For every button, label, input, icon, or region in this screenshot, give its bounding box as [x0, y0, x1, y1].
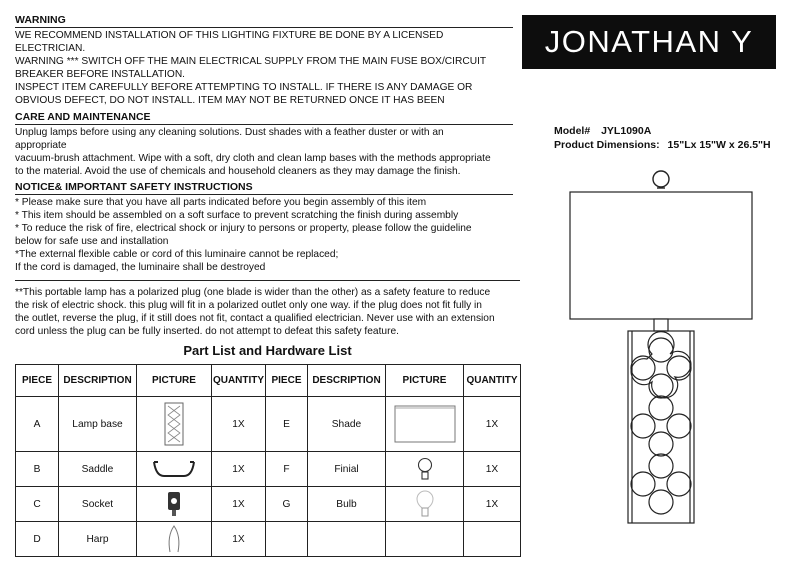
care-line: appropriate	[15, 140, 67, 152]
lamp-illustration	[562, 168, 782, 528]
piece-cell: E	[266, 397, 308, 452]
harp-icon	[166, 524, 182, 554]
table-row	[16, 397, 521, 452]
safety-line: If the cord is damaged, the luminaire shall be destroyed	[15, 262, 266, 274]
description-cell: Lamp base	[59, 397, 137, 452]
lamp-base-icon	[164, 402, 184, 446]
quantity-cell: 1X	[464, 452, 521, 487]
warning-line: ELECTRICIAN.	[15, 43, 86, 55]
header-picture: PICTURE	[386, 365, 464, 397]
product-dimensions	[554, 139, 771, 151]
finial-icon	[417, 457, 433, 481]
picture-cell	[137, 522, 212, 557]
lamp-base-drawing	[628, 331, 694, 523]
quantity-cell	[464, 522, 521, 557]
piece-cell: F	[266, 452, 308, 487]
piece-cell: G	[266, 487, 308, 522]
table-row	[16, 522, 521, 557]
description-cell: Socket	[59, 487, 137, 522]
picture-cell	[137, 452, 212, 487]
warning-line: OBVIOUS DEFECT, DO NOT INSTALL. ITEM MAY NOT BE RETURNED ONCE IT HAS BEEN	[15, 95, 445, 107]
safety-line: * This item should be assembled on a soft surface to prevent scratching the finish during assembly	[15, 210, 459, 222]
care-line: Unplug lamps before using any cleaning solutions. Dust shades with a feather duster or with an	[15, 127, 444, 138]
header-quantity: QUANTITY	[212, 365, 266, 397]
plug-notice	[15, 286, 515, 338]
picture-cell	[386, 487, 464, 522]
header-piece: PIECE	[16, 365, 59, 397]
dims-label: Product Dimensions:	[554, 139, 660, 151]
quantity-cell: 1X	[212, 522, 266, 557]
description-cell: Finial	[308, 452, 386, 487]
quantity-cell: 1X	[212, 397, 266, 452]
plug-line: the outlet, reverse the plug, if it still does not fit, contact a qualified electrician. Never use with an extension	[15, 313, 495, 325]
header-quantity: QUANTITY	[464, 365, 521, 397]
safety-line: below for safe use and installation	[15, 236, 169, 248]
brand-logo: JONATHAN Y	[522, 15, 776, 69]
safety-line: *The external flexible cable or cord of this luminaire cannot be replaced;	[15, 249, 339, 261]
bulb-icon	[415, 489, 435, 519]
piece-cell: D	[16, 522, 59, 557]
care-heading: CARE AND MAINTENANCE	[15, 111, 513, 125]
picture-cell	[386, 452, 464, 487]
description-cell: Harp	[59, 522, 137, 557]
piece-cell	[266, 522, 308, 557]
description-cell: Saddle	[59, 452, 137, 487]
model-number	[554, 125, 651, 137]
section-divider	[15, 280, 520, 281]
warning-text	[15, 29, 515, 108]
quantity-cell: 1X	[212, 452, 266, 487]
description-cell: Shade	[308, 397, 386, 452]
quantity-cell: 1X	[464, 397, 521, 452]
dims-value: 15"Lx 15"W x 26.5"H	[667, 139, 771, 151]
header-description: DESCRIPTION	[59, 365, 137, 397]
safety-line: * To reduce the risk of fire, electrical shock or injury to persons or property, please follow the guideline	[15, 223, 472, 235]
saddle-icon	[152, 458, 196, 480]
parts-table	[15, 364, 521, 557]
plug-line: the risk of electric shock. this plug will fit in a polarized outlet only one way. if the plug does not fit fully in	[15, 300, 482, 312]
warning-line: INSPECT ITEM CAREFULLY BEFORE ATTEMPTING TO INSTALL. IF THERE IS ANY DAMAGE OR	[15, 82, 473, 94]
picture-cell	[137, 397, 212, 452]
plug-line: cord unless the plug can be fully inserted. do not attempt to defeat this safety feature.	[15, 326, 399, 338]
piece-cell: B	[16, 452, 59, 487]
model-label: Model#	[554, 125, 591, 137]
warning-line: WARNING *** SWITCH OFF THE MAIN ELECTRICAL SUPPLY FROM THE MAIN FUSE BOX/CIRCUIT	[15, 56, 487, 68]
safety-line: * Please make sure that you have all parts indicated before you begin assembly of this item	[15, 197, 427, 208]
quantity-cell: 1X	[464, 487, 521, 522]
header-piece: PIECE	[266, 365, 308, 397]
shade-icon	[394, 404, 456, 444]
safety-heading: NOTICE& IMPORTANT SAFETY INSTRUCTIONS	[15, 181, 513, 195]
finial-drawing	[653, 171, 669, 187]
plug-line: **This portable lamp has a polarized plug (one blade is wider than the other) as a safety feature to reduce	[15, 287, 491, 298]
warning-heading: WARNING	[15, 14, 513, 28]
picture-cell	[386, 397, 464, 452]
model-value: JYL1090A	[601, 125, 652, 137]
quantity-cell: 1X	[212, 487, 266, 522]
picture-cell	[137, 487, 212, 522]
header-description: DESCRIPTION	[308, 365, 386, 397]
table-row	[16, 487, 521, 522]
piece-cell: C	[16, 487, 59, 522]
care-line: vacuum-brush attachment. Wipe with a soft, dry cloth and clean lamp bases with the methods appropriate	[15, 153, 491, 165]
description-cell	[308, 522, 386, 557]
piece-cell: A	[16, 397, 59, 452]
table-header-row	[16, 365, 521, 397]
table-row	[16, 452, 521, 487]
parts-table-title: Part List and Hardware List	[183, 343, 352, 358]
safety-text	[15, 196, 515, 275]
care-line: to the material. Avoid the use of chemicals and household cleaners as they may damage the finish.	[15, 166, 461, 178]
warning-line: BREAKER BEFORE INSTALLATION.	[15, 69, 186, 81]
picture-cell	[386, 522, 464, 557]
description-cell: Bulb	[308, 487, 386, 522]
shade-drawing	[570, 192, 752, 319]
socket-icon	[166, 490, 182, 518]
care-text	[15, 126, 515, 178]
header-picture: PICTURE	[137, 365, 212, 397]
warning-line: WE RECOMMEND INSTALLATION OF THIS LIGHTING FIXTURE BE DONE BY A LICENSED	[15, 30, 444, 41]
